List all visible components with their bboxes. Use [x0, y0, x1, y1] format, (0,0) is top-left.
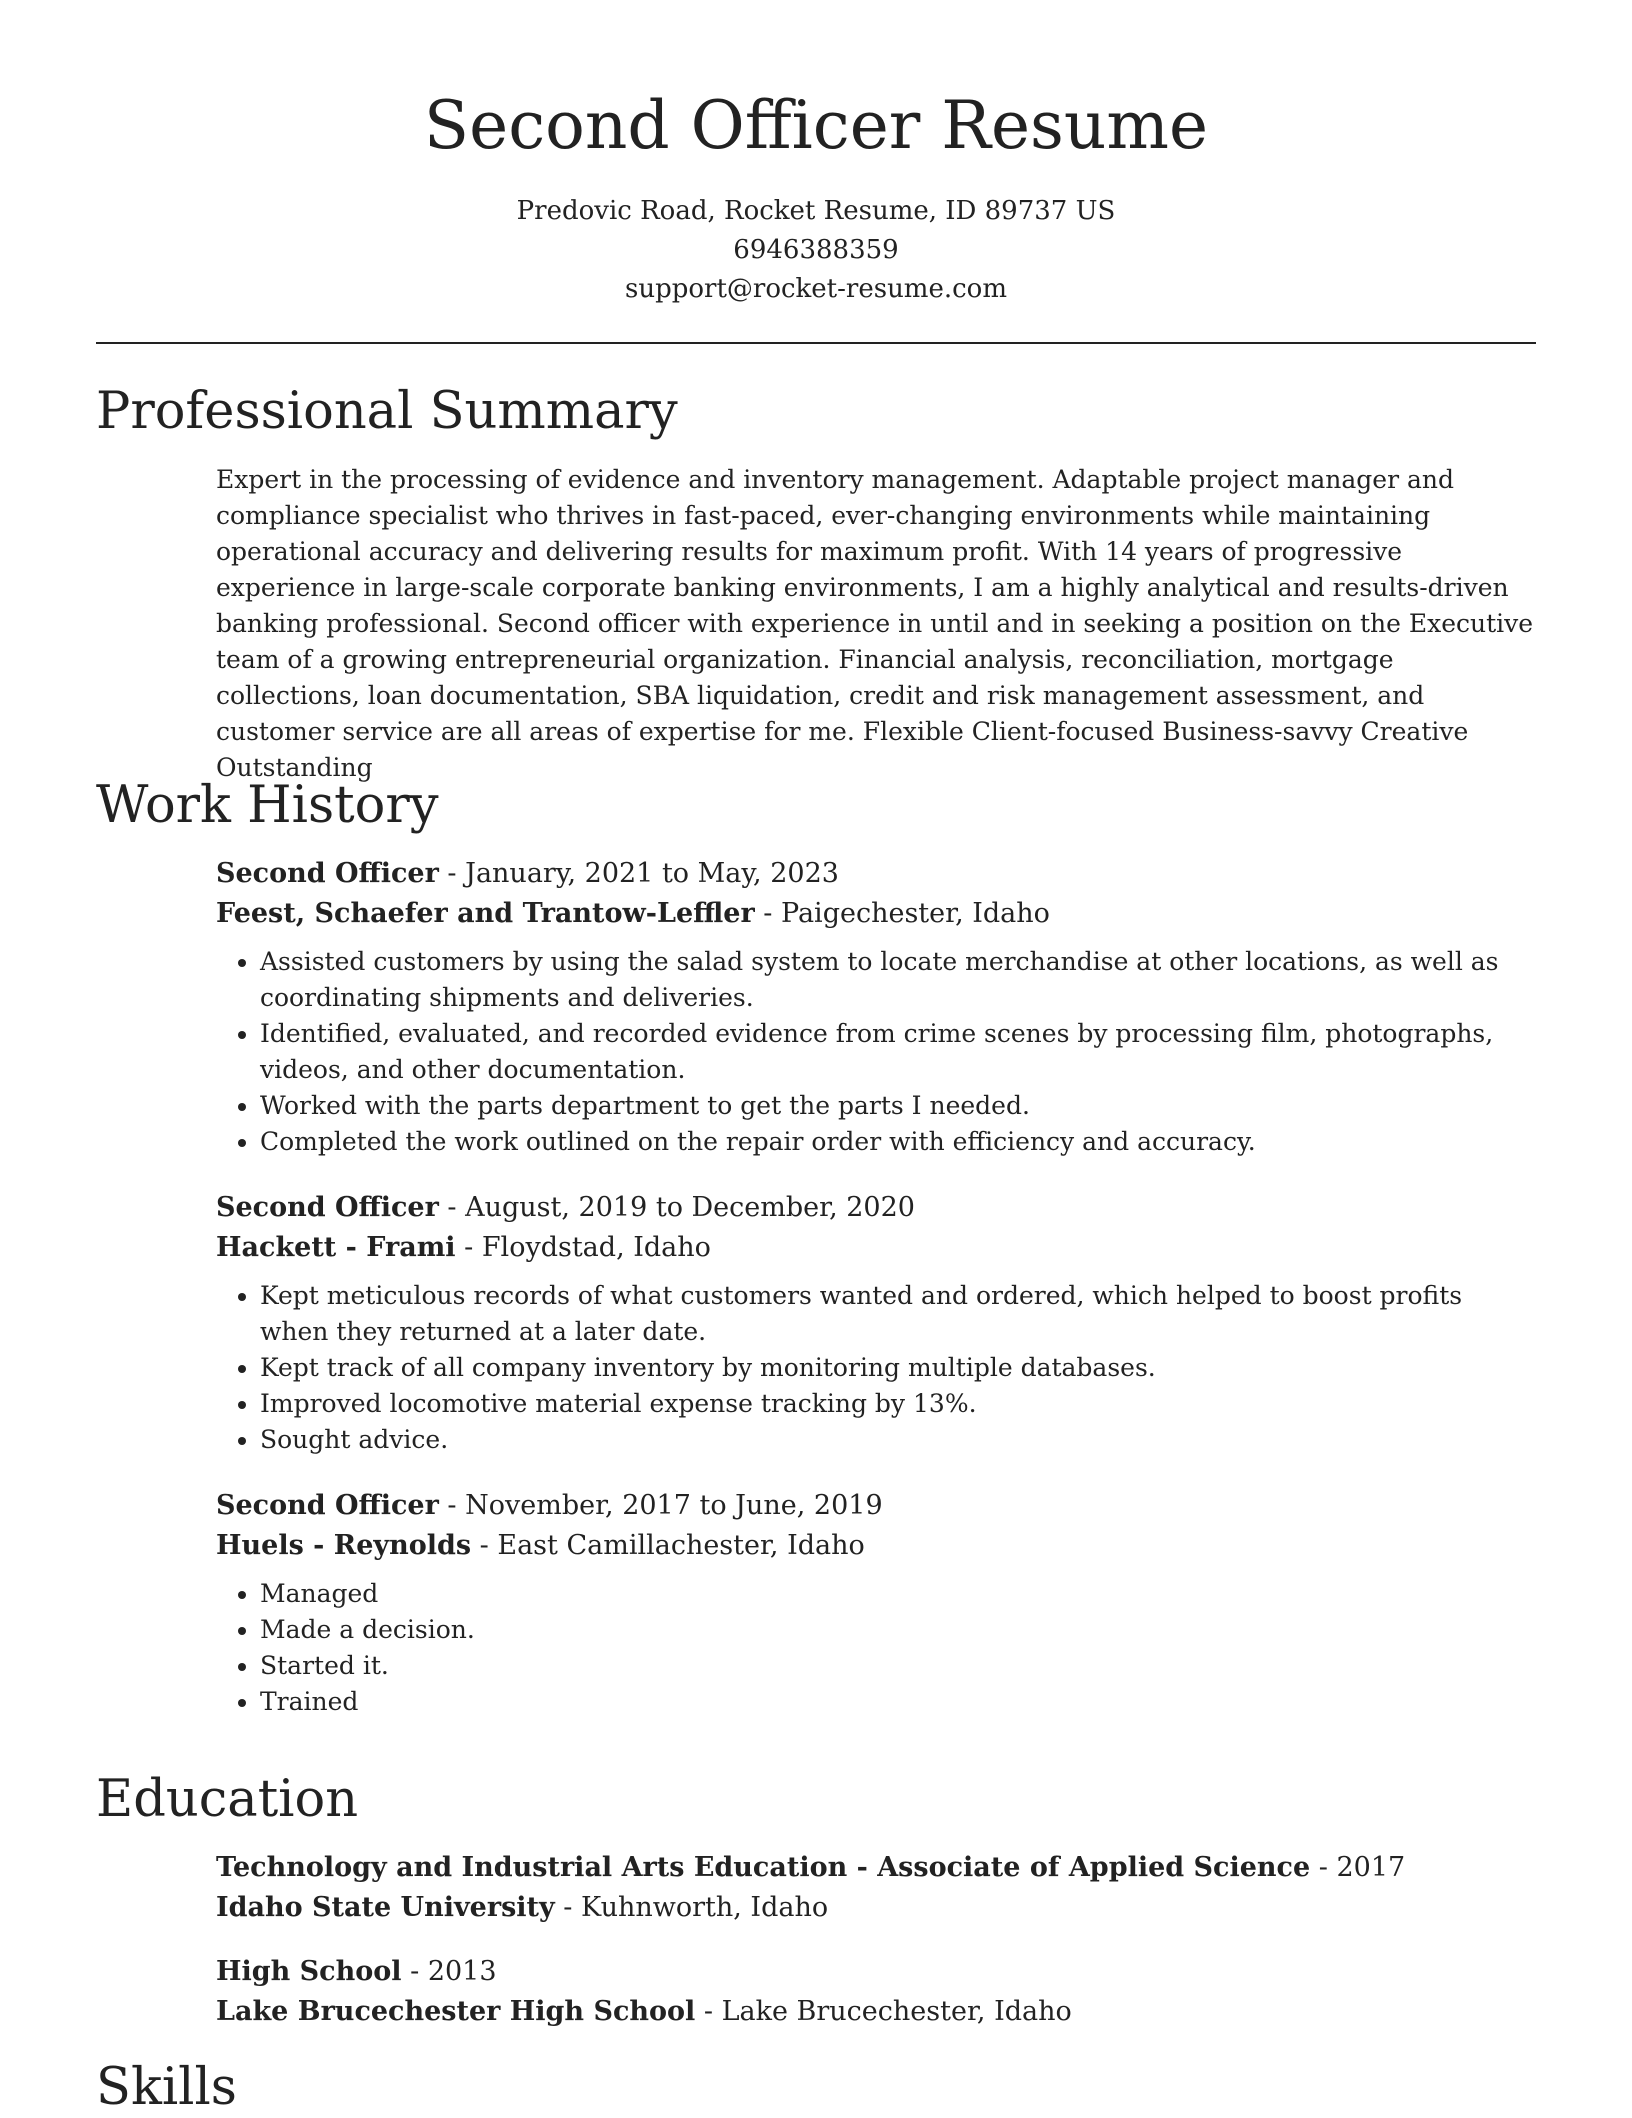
education-location: - Lake Brucechester, Idaho: [695, 1996, 1072, 2027]
work-history-heading: Work History: [96, 776, 439, 835]
job-bullets: [216, 944, 1536, 1160]
job-bullet: • Made a decision.: [260, 1612, 1536, 1648]
job-title-line: [216, 1188, 1536, 1228]
education-entry: [216, 1952, 1536, 2032]
job-bullets: [216, 1278, 1536, 1458]
job-entry: [216, 854, 1536, 1160]
summary-section: [216, 462, 1536, 786]
job-bullets: [216, 1576, 1536, 1720]
skills-heading: Skills: [96, 2058, 237, 2117]
job-bullet: • Started it.: [260, 1648, 1536, 1684]
resume-header: [0, 0, 1632, 309]
summary-heading: Professional Summary: [96, 382, 678, 441]
education-year: - 2013: [401, 1956, 497, 1987]
education-heading: Education: [96, 1770, 359, 1829]
job-bullet: • Worked with the parts department to get the parts I needed.: [260, 1088, 1536, 1124]
education-field: Technology and Industrial Arts Education - Associate of Applied Science: [216, 1852, 1311, 1883]
education-school: Idaho State University: [216, 1892, 555, 1923]
job-dates: - August, 2019 to December, 2020: [438, 1192, 915, 1223]
job-company-line: [216, 1228, 1536, 1268]
education-degree-line: [216, 1848, 1536, 1888]
job-location: - East Camillachester, Idaho: [471, 1530, 865, 1561]
job-bullet: • Sought advice.: [260, 1422, 1536, 1458]
job-bullet: • Trained: [260, 1684, 1536, 1720]
header-divider: [96, 342, 1536, 344]
job-bullet: • Assisted customers by using the salad system to locate merchandise at other locations, as well as coordinating shipments and deliveries.: [260, 944, 1536, 1016]
job-location: - Floydstad, Idaho: [455, 1232, 711, 1263]
education-school-line: [216, 1992, 1536, 2032]
education-location: - Kuhnworth, Idaho: [554, 1892, 829, 1923]
education-field: High School: [216, 1956, 402, 1987]
job-dates: - January, 2021 to May, 2023: [438, 858, 839, 889]
job-title-line: [216, 854, 1536, 894]
job-title-line: [216, 1486, 1536, 1526]
education-degree-line: [216, 1952, 1536, 1992]
phone-text: 6946388359: [733, 235, 899, 265]
summary-text: Expert in the processing of evidence and inventory management. Adaptable project manager and compliance specialist who thrives in fast-paced, ever-changing environments while maintaining operational accuracy and delivering results for maximum profit. With 14 years of progressive experience in large-scale corporate banking environments, I am a highly analytical and results-driven banking professional. Second officer with experience in until and in seeking a position on the Executive team of a growing entrepreneurial organization. Financial analysis, reconciliation, mortgage collections, loan documentation, SBA liquidation, credit and risk management assessment, and customer service are all areas of expertise for me. Flexible Client-focused Business-savvy Creative Outstanding: [216, 465, 1534, 782]
job-role: Second Officer: [216, 1490, 439, 1521]
job-bullet: • Completed the work outlined on the repair order with efficiency and accuracy.: [260, 1124, 1536, 1160]
job-bullet: • Improved locomotive material expense tracking by 13%.: [260, 1386, 1536, 1422]
job-company-line: [216, 894, 1536, 934]
job-role: Second Officer: [216, 1192, 439, 1223]
education-school-line: [216, 1888, 1536, 1928]
job-bullet: • Kept meticulous records of what customers wanted and ordered, which helped to boost profits when they returned at a later date.: [260, 1278, 1536, 1350]
job-dates: - November, 2017 to June, 2019: [438, 1490, 883, 1521]
job-role: Second Officer: [216, 858, 439, 889]
education-section: [216, 1848, 1536, 2056]
education-entry: [216, 1848, 1536, 1928]
education-school: Lake Brucechester High School: [216, 1996, 696, 2027]
job-bullet: • Identified, evaluated, and recorded evidence from crime scenes by processing film, photographs, videos, and other documentation.: [260, 1016, 1536, 1088]
job-entry: [216, 1188, 1536, 1458]
job-company: Huels - Reynolds: [216, 1530, 472, 1561]
education-year: - 2017: [1310, 1852, 1406, 1883]
job-location: - Paigechester, Idaho: [754, 898, 1050, 929]
job-company-line: [216, 1526, 1536, 1566]
contact-info: [0, 192, 1632, 309]
job-entry: [216, 1486, 1536, 1720]
address-text: Predovic Road, Rocket Resume, ID 89737 US: [516, 196, 1116, 226]
job-company: Feest, Schaefer and Trantow-Leffler: [216, 898, 755, 929]
job-bullet: • Managed: [260, 1576, 1536, 1612]
work-history-section: [216, 854, 1536, 1748]
email-text: support@rocket-resume.com: [624, 274, 1007, 304]
resume-title: Second Officer Resume: [423, 87, 1209, 164]
job-bullet: • Kept track of all company inventory by monitoring multiple databases.: [260, 1350, 1536, 1386]
job-company: Hackett - Frami: [216, 1232, 456, 1263]
